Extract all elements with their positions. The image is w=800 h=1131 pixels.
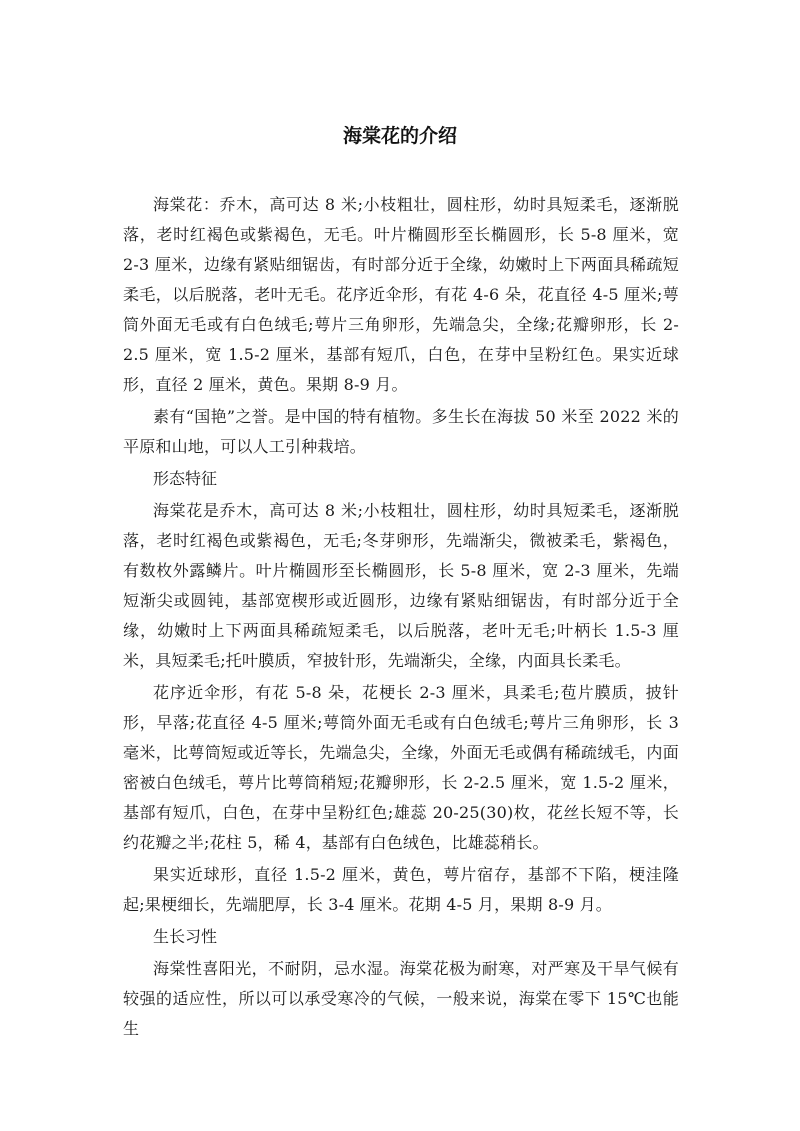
document-title: 海棠花的介绍	[342, 125, 457, 147]
paragraph-intro: 海棠花：乔木，高可达 8 米;小枝粗壮，圆柱形，幼时具短柔毛，逐渐脱落，老时红褐色或紫褐色，无毛。叶片椭圆形至长椭圆形，长 5-8 厘米，宽 2-3 厘米，边缘有紧贴细锯齿，有时部分近于全缘，幼嫩时上下两面具稀疏短柔毛，以后脱落，老叶无毛。花序近伞形，有花 4-6 朵，花直径 4-5 厘米;萼筒外面无毛或有白色绒毛;萼片三角卵形，先端急尖，全缘;花瓣卵形，长 2-2.5 厘米，宽 1.5-2 厘米，基部有短爪，白色，在芽中呈粉红色。果实近球形，直径 2 厘米，黄色。果期 8-9 月。	[123, 195, 679, 394]
document-body	[123, 190, 679, 1046]
section-heading-habits: 生长习性	[153, 927, 218, 946]
paragraph-habits: 海棠性喜阳光，不耐阴，忌水湿。海棠花极为耐寒，对严寒及干旱气候有较强的适应性，所以可以承受寒冷的气候，一般来说，海棠在零下 15℃也能生	[123, 959, 679, 1038]
paragraph-morphology-leaves: 海棠花是乔木，高可达 8 米;小枝粗壮，圆柱形，幼时具短柔毛，逐渐脱落，老时红褐色或紫褐色，无毛;冬芽卵形，先端渐尖，微被柔毛，紫褐色，有数枚外露鳞片。叶片椭圆形至长椭圆形，长 5-8 厘米，宽 2-3 厘米，先端短渐尖或圆钝，基部宽楔形或近圆形，边缘有紧贴细锯齿，有时部分近于全缘，幼嫩时上下两面具稀疏短柔毛，以后脱落，老叶无毛;叶柄长 1.5-3 厘米，具短柔毛;托叶膜质，窄披针形，先端渐尖，全缘，内面具长柔毛。	[123, 501, 679, 670]
section-heading-morphology: 形态特征	[153, 469, 218, 488]
paragraph-morphology-flowers: 花序近伞形，有花 5-8 朵，花梗长 2-3 厘米，具柔毛;苞片膜质，披针形，早落;花直径 4-5 厘米;萼筒外面无毛或有白色绒毛;萼片三角卵形，长 3 毫米，比萼筒短或近等长，先端急尖，全缘，外面无毛或偶有稀疏绒毛，内面密被白色绒毛，萼片比萼筒稍短;花瓣卵形，长 2-2.5 厘米，宽 1.5-2 厘米，基部有短爪，白色，在芽中呈粉红色;雄蕊 20-25(30)枚，花丝长短不等，长约花瓣之半;花柱 5，稀 4，基部有白色绒色，比雄蕊稍长。	[123, 683, 679, 852]
paragraph-reputation: 素有“国艳”之誉。是中国的特有植物。多生长在海拔 50 米至 2022 米的平原和山地，可以人工引种栽培。	[123, 407, 679, 456]
paragraph-morphology-fruit: 果实近球形，直径 1.5-2 厘米，黄色，萼片宿存，基部不下陷，梗洼隆起;果梗细长，先端肥厚，长 3-4 厘米。花期 4-5 月，果期 8-9 月。	[123, 865, 679, 914]
